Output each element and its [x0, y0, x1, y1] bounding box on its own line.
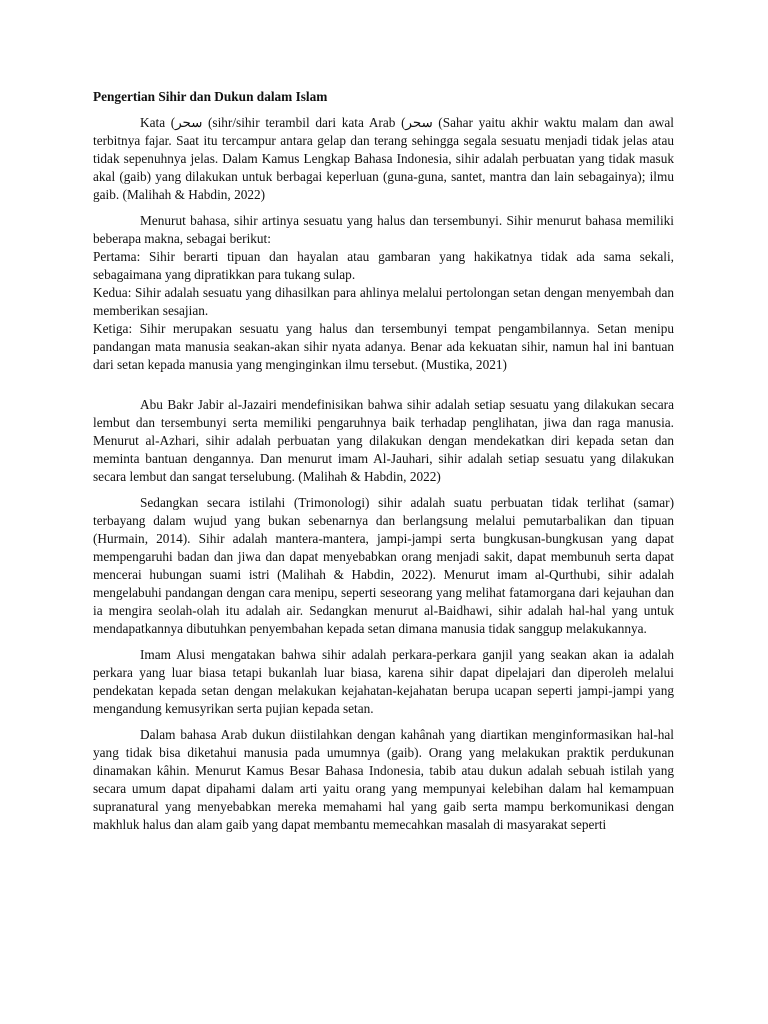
arabic-word: سحر — [175, 115, 203, 130]
paragraph-text: (Sahar yaitu akhir waktu malam dan awal terbitnya fajar. Saat itu tercampur antara gelap dan terang sehingga segala sesuatu menjadi tidak jelas atau tidak sepenuhnya jelas. Dalam Kamus Lengkap Bahasa Indonesia, sihir adalah perbuatan yang tidak masuk akal (gaib) yang dilakukan untuk berbagai keperluan (guna-guna, santet, mantra dan lain sebagainya); ilmu gaib. (Malihah & Habdin, 2022) — [93, 115, 674, 202]
paragraph-text: Kata ( — [140, 115, 176, 130]
paragraph-imam-alusi: Imam Alusi mengatakan bahwa sihir adalah perkara-perkara ganjil yang seakan akan ia adalah perkara yang luar biasa tetapi bukanlah luar biasa, karena sihir dapat dipelajari dan diperoleh melalui pendekatan kepada setan dengan melakukan kejahatan-kejahatan berupa ucapan seperti jampi-jampi yang mengandung kemusyrikan serta pujian kepada setan. — [93, 647, 674, 716]
list-item-kedua: Kedua: Sihir adalah sesuatu yang dihasilkan para ahlinya melalui pertolongan setan dengan menyembah dan memberikan sesajian. — [93, 285, 674, 318]
paragraph-dukun: Dalam bahasa Arab dukun diistilahkan dengan kahânah yang diartikan menginformasikan hal-hal yang tidak bisa diketahui manusia pada umumnya (gaib). Orang yang melakukan praktik perdukunan dinamakan kâhin. Menurut Kamus Besar Bahasa Indonesia, tabib atau dukun adalah sebuah istilah yang secara umum dapat dipahami dalam arti yaitu orang yang mempunyai kelebihan dalam hal kemampuan supranatural yang menyebabkan mereka memahami hal yang gaib serta mampu berkomunikasi dengan makhluk halus dan alam gaib yang dapat membantu memecahkan masalah di masyarakat seperti — [93, 727, 674, 832]
list-item-pertama: Pertama: Sihir berarti tipuan dan hayalan atau gambaran yang hakikatnya tidak ada sama sekali, sebagaimana yang dipratikkan para tukang sulap. — [93, 249, 674, 282]
paragraph-text: (sihr/sihir terambil dari kata Arab ( — [202, 115, 406, 130]
paragraph-abu-bakr: Abu Bakr Jabir al-Jazairi mendefinisikan bahwa sihir adalah setiap sesuatu yang dilakukan secara lembut dan tersembunyi serta memiliki pengaruhnya baik terhadap penglihatan, jiwa dan raga manusia. Menurut al-Azhari, sihir adalah perbuatan yang dilakukan dengan mendekatkan diri kepada setan dan meminta bantuan dengannya. Dan menurut imam Al-Jauhari, sihir adalah setiap sesuatu yang dilakukan secara lembut dan sangat terselubung. (Malihah & Habdin, 2022) — [93, 397, 674, 484]
list-item-ketiga: Ketiga: Sihir merupakan sesuatu yang halus dan tersembunyi tempat pengambilannya. Setan menipu pandangan mata manusia seakan-akan sihir nyata adanya. Benar ada kekuatan sihir, namun hal ini bantuan dari setan kepada manusia yang menginginkan ilmu tersebut. (Mustika, 2021) — [93, 321, 674, 372]
arabic-word: سحر — [405, 115, 433, 130]
paragraph-menurut-bahasa: Menurut bahasa, sihir artinya sesuatu yang halus dan tersembunyi. Sihir menurut bahasa memiliki beberapa makna, sebagai berikut: — [93, 213, 674, 246]
section-title: Pengertian Sihir dan Dukun dalam Islam — [93, 89, 328, 104]
paragraph-definition-kata — [93, 114, 674, 204]
document-page — [93, 88, 674, 834]
paragraph-istilahi: Sedangkan secara istilahi (Trimonologi) sihir adalah suatu perbuatan tidak terlihat (samar) terbayang dalam wujud yang bukan sebenarnya dan berlangsung melalui pemutarbalikan dan tipuan (Hurmain, 2014). Sihir adalah mantera-mantera, jampi-jampi serta bungkusan-bungkusan yang dapat mempengaruhi badan dan jiwa dan dapat menyebabkan orang menjadi sakit, dapat membunuh serta dapat mencerai hubungan suami istri (Malihah & Habdin, 2022). Menurut imam al-Qurthubi, sihir adalah mengelabuhi pandangan dengan cara menipu, seperti seseorang yang melihat fatamorgana dari kejauhan dan ia mengira seolah-olah itu adalah air. Sedangkan menurut al-Baidhawi, sihir adalah hal-hal yang untuk mendapatkannya dibutuhkan penyembahan kepada setan dimana manusia tidak sanggup melakukannya. — [93, 495, 674, 636]
